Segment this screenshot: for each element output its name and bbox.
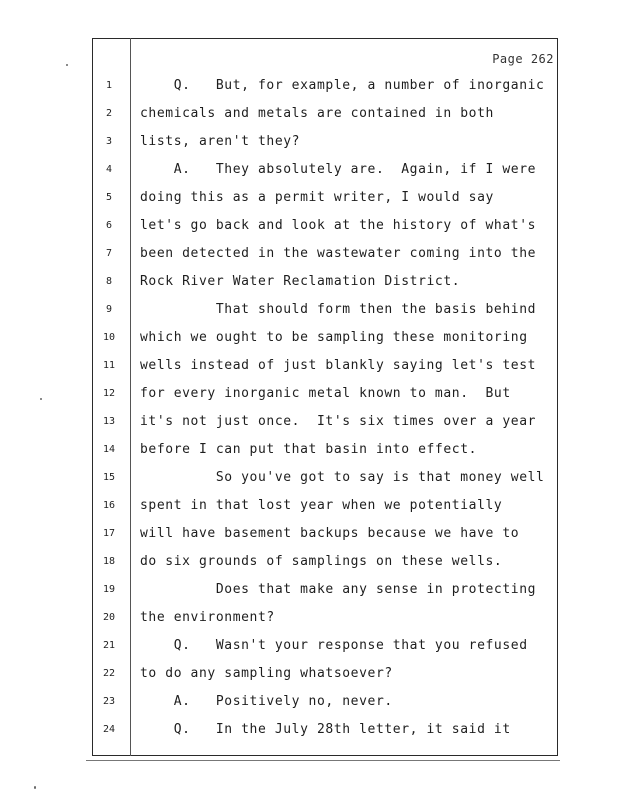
line-text: for every inorganic metal known to man. But — [140, 386, 511, 401]
line-text: A. They absolutely are. Again, if I were — [140, 162, 537, 177]
transcript-line — [92, 324, 558, 352]
transcript-line — [92, 352, 558, 380]
transcript-lines — [92, 72, 558, 744]
line-number: 3 — [105, 136, 113, 147]
line-text: let's go back and look at the history of what's — [140, 218, 537, 233]
transcript-line — [92, 156, 558, 184]
transcript-line — [92, 100, 558, 128]
line-text: do six grounds of samplings on these wells. — [140, 554, 503, 569]
line-number: 14 — [102, 444, 116, 455]
line-text: chemicals and metals are contained in both — [140, 106, 494, 121]
line-text: wells instead of just blankly saying let's test — [140, 358, 537, 373]
line-number: 1 — [105, 80, 113, 91]
line-number: 13 — [102, 416, 116, 427]
transcript-line — [92, 492, 558, 520]
page-bottom-rule — [86, 760, 560, 761]
line-text: lists, aren't they? — [140, 134, 301, 149]
line-text: the environment? — [140, 610, 275, 625]
transcript-line — [92, 436, 558, 464]
page-number: Page 262 — [492, 52, 554, 66]
line-number: 11 — [102, 360, 116, 371]
line-number: 20 — [102, 612, 116, 623]
line-text: which we ought to be sampling these monitoring — [140, 330, 528, 345]
line-number: 15 — [102, 472, 116, 483]
line-number: 6 — [105, 220, 113, 231]
line-number: 22 — [102, 668, 116, 679]
line-text: will have basement backups because we have to — [140, 526, 520, 541]
transcript-line — [92, 632, 558, 660]
transcript-line — [92, 716, 558, 744]
transcript-line — [92, 604, 558, 632]
line-text: doing this as a permit writer, I would say — [140, 190, 494, 205]
line-number: 21 — [102, 640, 116, 651]
line-text: A. Positively no, never. — [140, 694, 393, 709]
line-text: Q. In the July 28th letter, it said it — [140, 722, 511, 737]
transcript-line — [92, 520, 558, 548]
transcript-line — [92, 72, 558, 100]
line-number: 24 — [102, 724, 116, 735]
transcript-line — [92, 688, 558, 716]
scan-speck — [66, 64, 68, 66]
line-text: Rock River Water Reclamation District. — [140, 274, 461, 289]
transcript-line — [92, 184, 558, 212]
line-number: 4 — [105, 164, 113, 175]
line-text: Q. Wasn't your response that you refused — [140, 638, 528, 653]
transcript-line — [92, 548, 558, 576]
line-number: 2 — [105, 108, 113, 119]
line-number: 8 — [105, 276, 113, 287]
line-number: 9 — [105, 304, 113, 315]
line-number: 12 — [102, 388, 116, 399]
line-text: been detected in the wastewater coming into the — [140, 246, 537, 261]
line-text: That should form then the basis behind — [140, 302, 537, 317]
transcript-line — [92, 464, 558, 492]
line-text: before I can put that basin into effect. — [140, 442, 478, 457]
line-text: to do any sampling whatsoever? — [140, 666, 393, 681]
transcript-line — [92, 380, 558, 408]
line-text: Does that make any sense in protecting — [140, 582, 537, 597]
line-number: 23 — [102, 696, 116, 707]
line-text: it's not just once. It's six times over a year — [140, 414, 537, 429]
line-number: 7 — [105, 248, 113, 259]
line-text: So you've got to say is that money well — [140, 470, 545, 485]
line-number: 5 — [105, 192, 113, 203]
line-number: 10 — [102, 332, 116, 343]
line-number: 17 — [102, 528, 116, 539]
scan-speck — [40, 398, 42, 400]
transcript-line — [92, 296, 558, 324]
line-number: 16 — [102, 500, 116, 511]
scan-speck — [34, 786, 36, 789]
line-number: 19 — [102, 584, 116, 595]
line-text: Q. But, for example, a number of inorganic — [140, 78, 545, 93]
transcript-line — [92, 240, 558, 268]
transcript-line — [92, 660, 558, 688]
line-text: spent in that lost year when we potentially — [140, 498, 503, 513]
line-number: 18 — [102, 556, 116, 567]
transcript-line — [92, 576, 558, 604]
transcript-line — [92, 268, 558, 296]
transcript-line — [92, 408, 558, 436]
transcript-line — [92, 128, 558, 156]
transcript-line — [92, 212, 558, 240]
